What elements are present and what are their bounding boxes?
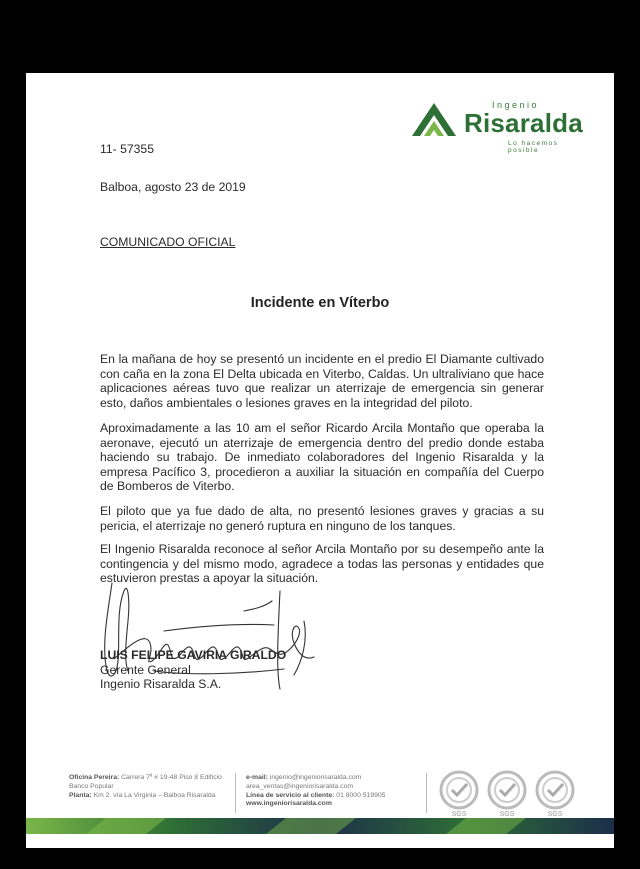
page-title: Incidente en Víterbo [250, 295, 390, 311]
seal-label: SGS [547, 811, 563, 818]
email-label: e-mail: [246, 774, 268, 781]
letter-page [26, 73, 614, 848]
logo-tagline: Lo hacemos posible [508, 140, 559, 154]
phone-label: Línea de servicio al cliente: [246, 791, 335, 799]
signature-block [100, 648, 286, 692]
paragraph: En la mañana de hoy se presentó un incidente en el predio El Diamante cultivado con caña en la zona El Delta ubicada en Viterbo, Caldas. Un ultraliviano que hace aplicaciones aéreas tuvo que realizar un aterrizaje de emergencia sin generar esto, daños ambientales o lesiones graves en la integridad del piloto. [100, 352, 544, 410]
logo-mark-icon [410, 101, 462, 137]
logo-subtitle: Ingenio [492, 100, 540, 110]
signer-company: Ingenio Risaralda S.A. [100, 677, 222, 692]
phone-number: 01 8000 519905 [336, 791, 386, 799]
certification-seal-icon [535, 770, 575, 810]
plant-label: Planta: [69, 791, 92, 799]
footer-contact [246, 774, 446, 809]
certification-seal-icon [439, 770, 479, 810]
letter-date: Balboa, agosto 23 de 2019 [100, 180, 246, 194]
email-primary: ingenio@ingeniorisaralda.com [269, 774, 362, 781]
logo-name: Risaralda [464, 108, 583, 138]
paragraph: Aproximadamente a las 10 am el señor Ricardo Arcila Montaño que operaba la aeronave, ejecutó un aterrizaje de emergencia dentro del predio donde estaba haciendo su trabajo. De inmediato colaboradores del Ingenio Risaralda y la empresa Pacífico 3, procedieron a auxiliar la situación en compañía del Cuerpo de Bomberos de Viterbo. [100, 421, 544, 494]
certification-seal-icon [487, 770, 527, 810]
email-sales: area_ventas@ingeniorisaralda.com [246, 782, 354, 790]
footer-address [69, 774, 231, 800]
paragraph: El Ingenio Risaralda reconoce al señor Arcila Montaño por su desempeño ante la contingencia y del mismo modo, agradece a todas las personas y entidades que estuvieron prestas a apoyar la situación. [100, 542, 544, 586]
footer-divider [426, 773, 427, 813]
seal-label: SGS [451, 811, 467, 818]
signer-role: Gerente General [100, 662, 191, 677]
seal-label: SGS [499, 811, 515, 818]
office-label: Oficina Pereira: [69, 774, 120, 781]
footer-color-bar [26, 818, 614, 834]
communique-label: COMUNICADO OFICIAL [100, 235, 236, 249]
plant-text: Km 2. vía La Virginia – Balboa Risaralda [93, 791, 216, 799]
reference-number: 11- 57355 [100, 142, 154, 156]
footer-divider [235, 773, 236, 813]
certification-seals [439, 770, 579, 820]
company-logo [410, 100, 590, 154]
signer-name: LUIS FELIPE GAVIRIA GIRALDO [100, 648, 287, 662]
office-text: Carrera 7ª # 19-48 Piso 8 Edificio Banco Popular [69, 774, 222, 790]
paragraph: El piloto que ya fue dado de alta, no presentó lesiones graves y gracias a su pericia, el aterrizaje no generó ruptura en ninguno de los tanques. [100, 504, 544, 533]
website: www.ingeniorisaralda.com [246, 800, 332, 808]
